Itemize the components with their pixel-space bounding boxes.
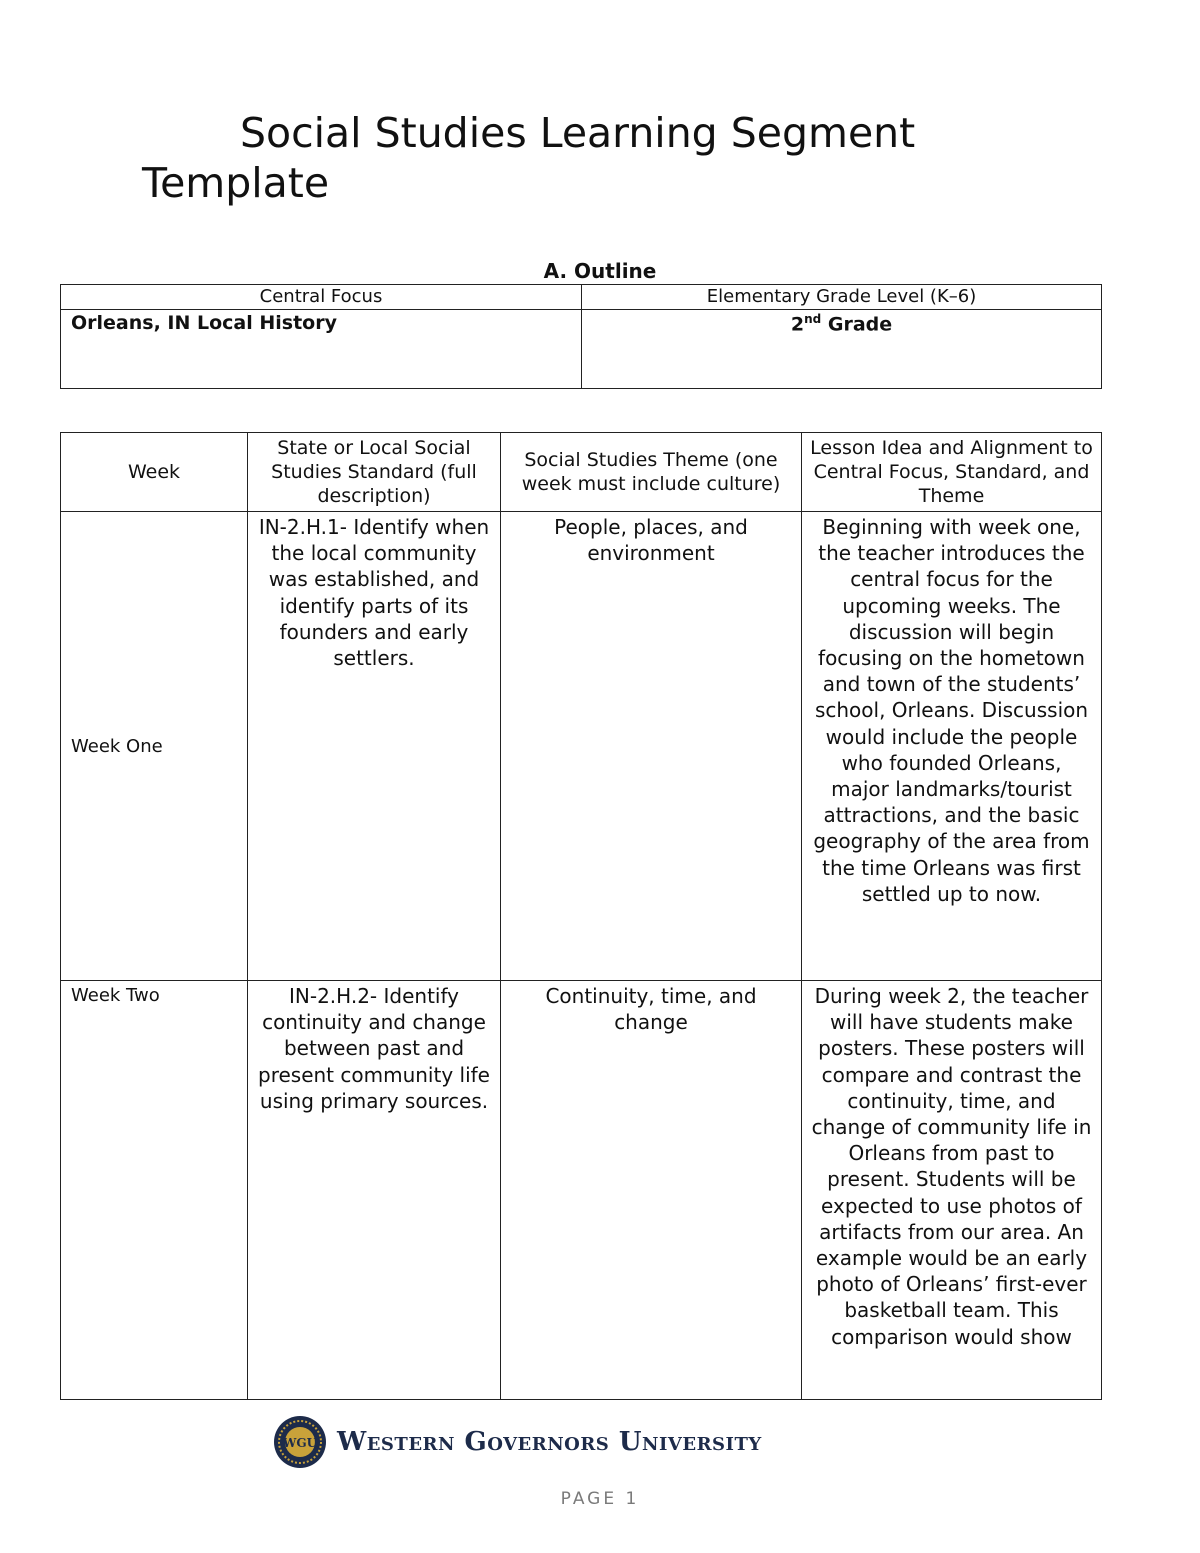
seal-letters: WGU [282, 1436, 318, 1450]
week-header: Week [61, 433, 248, 512]
grade-level-value [582, 310, 1102, 389]
week-label: Week One [61, 512, 248, 981]
theme-header: Social Studies Theme (one week must include culture) [501, 433, 802, 512]
lesson-cell: During week 2, the teacher will have students make posters. These posters will compare and contrast the continuity, time, and change of community life in Orleans from past to present. Students will be expected to use photos of artifacts from our area. An example would be an early photo of Orleans’ first-ever basketball team. This comparison would show [802, 981, 1102, 1400]
page-number: PAGE 1 [560, 1489, 640, 1509]
table-row [61, 981, 1102, 1400]
central-focus-value: Orleans, IN Local History [61, 310, 582, 389]
learning-segment-table [60, 432, 1102, 1400]
standard-cell: IN-2.H.2- Identify continuity and change between past and present community life using primary sources. [248, 981, 501, 1400]
lesson-header: Lesson Idea and Alignment to Central Focus, Standard, and Theme [802, 433, 1102, 512]
document-title: Social Studies Learning Segment Template [142, 109, 916, 207]
table-row [61, 512, 1102, 981]
theme-cell: Continuity, time, and change [501, 981, 802, 1400]
grade-suffix: nd [804, 312, 822, 326]
outline-heading: A. Outline [543, 259, 657, 283]
outline-header-row [61, 285, 1102, 310]
plan-header-row [61, 433, 1102, 512]
grade-number: 2 [790, 313, 805, 336]
outline-value-row [61, 310, 1102, 389]
grade-level-header: Elementary Grade Level (K–6) [582, 285, 1102, 310]
outline-table [60, 284, 1102, 389]
theme-cell: People, places, and environment [501, 512, 802, 981]
standard-cell: IN-2.H.1- Identify when the local community was established, and identify parts of its founders and early settlers. [248, 512, 501, 981]
standard-header: State or Local Social Studies Standard (full description) [248, 433, 501, 512]
university-seal-icon [273, 1415, 327, 1469]
university-name: Western Governors University [337, 1427, 762, 1457]
week-label: Week Two [61, 981, 248, 1400]
grade-word: Grade [827, 313, 893, 336]
lesson-cell: Beginning with week one, the teacher introduces the central focus for the upcoming weeks. The discussion will begin focusing on the hometown and town of the students’ school, Orleans. Discussion would include the people who founded Orleans, major landmarks/tourist attractions, and the basic geography of the area from the time Orleans was first settled up to now. [802, 512, 1102, 981]
central-focus-header: Central Focus [61, 285, 582, 310]
university-logo [273, 1415, 762, 1469]
